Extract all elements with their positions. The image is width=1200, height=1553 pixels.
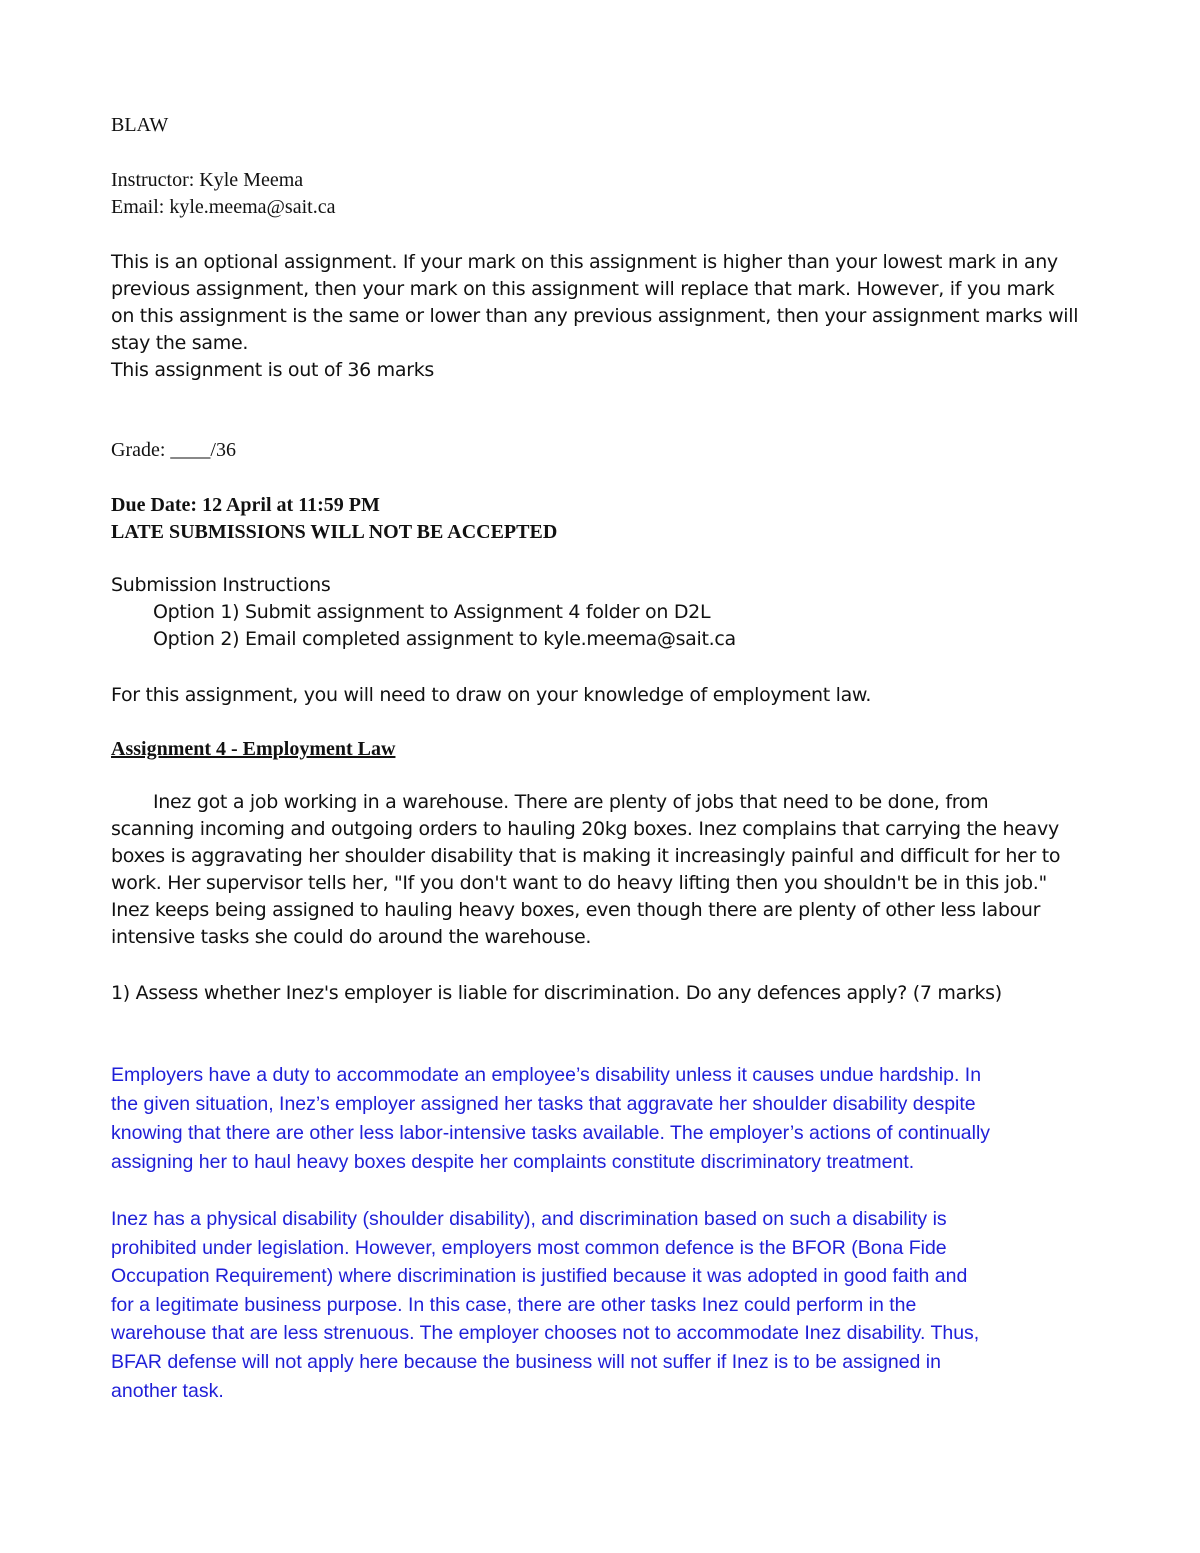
late-notice: LATE SUBMISSIONS WILL NOT BE ACCEPTED <box>111 521 558 543</box>
answer-line: another task. <box>111 1380 224 1402</box>
scenario-line: boxes is aggravating her shoulder disability that is making it increasingly painful and difficult for her to <box>111 845 1061 867</box>
intro-line: This assignment is out of 36 marks <box>111 359 435 381</box>
answer-line: knowing that there are other less labor-intensive tasks available. The employer’s actions of continually <box>111 1122 991 1144</box>
scenario-line: intensive tasks she could do around the warehouse. <box>111 926 592 948</box>
intro-line: This is an optional assignment. If your mark on this assignment is higher than your lowest mark in any <box>111 251 1058 273</box>
email-line: Email: kyle.meema@sait.ca <box>111 196 336 218</box>
answer-line: for a legitimate business purpose. In this case, there are other tasks Inez could perform in the <box>111 1294 917 1316</box>
intro-line: previous assignment, then your mark on this assignment will replace that mark. However, if you mark <box>111 278 1055 300</box>
intro-line: on this assignment is the same or lower than any previous assignment, then your assignment marks will <box>111 305 1079 327</box>
answer-line: warehouse that are less strenuous. The employer chooses not to accommodate Inez disability. Thus, <box>111 1322 980 1344</box>
answer-line: Inez has a physical disability (shoulder disability), and discrimination based on such a disability is <box>111 1208 947 1230</box>
assignment-title: Assignment 4 - Employment Law <box>111 738 396 760</box>
instructor-line: Instructor: Kyle Meema <box>111 169 304 191</box>
answer-line: prohibited under legislation. However, employers most common defence is the BFOR (Bona Fide <box>111 1237 947 1259</box>
grade-line: Grade: ____/36 <box>111 439 236 461</box>
answer-line: Occupation Requirement) where discrimination is justified because it was adopted in good faith and <box>111 1265 968 1287</box>
assignment-prompt: For this assignment, you will need to draw on your knowledge of employment law. <box>111 684 872 706</box>
course-code: BLAW <box>111 114 169 136</box>
answer-line: assigning her to haul heavy boxes despite her complaints constitute discriminatory treatment. <box>111 1151 915 1173</box>
submission-option: Option 1) Submit assignment to Assignment 4 folder on D2L <box>153 601 711 623</box>
submission-option: Option 2) Email completed assignment to kyle.meema@sait.ca <box>153 628 736 650</box>
scenario-line: work. Her supervisor tells her, "If you don't want to do heavy lifting then you shouldn't be in this job." <box>111 872 1047 894</box>
question-1: 1) Assess whether Inez's employer is liable for discrimination. Do any defences apply? (7 marks) <box>111 982 1002 1004</box>
scenario-line: Inez keeps being assigned to hauling heavy boxes, even though there are plenty of other less labour <box>111 899 1041 921</box>
intro-line: stay the same. <box>111 332 249 354</box>
scenario-line: scanning incoming and outgoing orders to hauling 20kg boxes. Inez complains that carrying the heavy <box>111 818 1059 840</box>
answer-line: the given situation, Inez’s employer assigned her tasks that aggravate her shoulder disability despite <box>111 1093 976 1115</box>
due-date: Due Date: 12 April at 11:59 PM <box>111 494 380 516</box>
submission-heading: Submission Instructions <box>111 574 331 596</box>
answer-line: BFAR defense will not apply here because the business will not suffer if Inez is to be assigned in <box>111 1351 941 1373</box>
scenario-line: Inez got a job working in a warehouse. There are plenty of jobs that need to be done, from <box>153 791 989 813</box>
answer-line: Employers have a duty to accommodate an employee’s disability unless it causes undue hardship. In <box>111 1064 982 1086</box>
